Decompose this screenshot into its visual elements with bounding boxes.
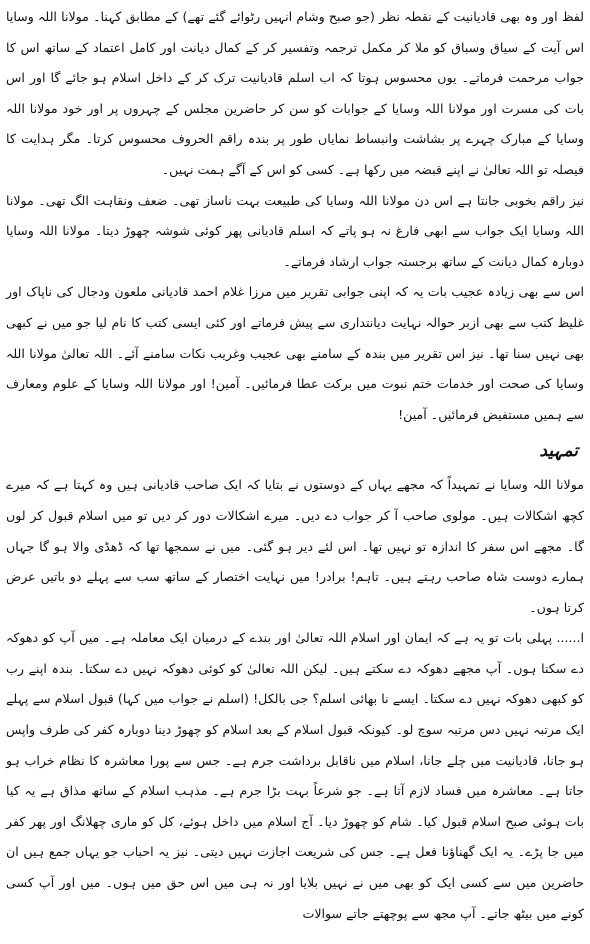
paragraph-4: مولانا اللہ وسایا نے تمہیداً کہ مجھے یہاں کے دوستوں نے بتایا کہ ایک صاحب قادیانی ہیں وہ کہتا ہے کہ میرے کچھ اشکالات ہیں۔ مولوی صاحب آ کر جواب دے دیں۔ میرے اشکالات دور کر دیں تو میں اسلام قبول کر لوں گا۔ مجھے اس سفر کا اندازہ تو نہیں تھا۔ اس لئے دیر ہو گئی۔ میں نے سمجھا تھا کہ ڈھڈی والا ہو گا جہاں ہمارے دوست شاہ صاحب رہتے ہیں۔ تاہم! برادر! میں نہایت اختصار کے ساتھ سب سے پہلے دو باتیں عرض کرتا ہوں۔: [6, 477, 584, 615]
paragraph-2: نیز راقم بخوبی جانتا ہے اس دن مولانا اللہ وسایا کی طبیعت بہت ناساز تھی۔ ضعف ونقاہت الگ تھی۔ مولانا اللہ وسایا ایک جواب سے ابھی فارغ نہ ہو پاتے کہ اسلم قادیانی پھر کوئی شوشہ چھوڑ دیتا۔ مولانا اللہ وسایا دوبارہ کمال دیانت کے ساتھ برجستہ جواب ارشاد فرماتے۔: [6, 192, 584, 269]
section-heading: تمہید: [539, 441, 578, 462]
paragraph-1: لفظ اور وہ بھی قادیانیت کے نقطہ نظر (جو صبح وشام انہیں رٹوائے گئے تھے) کے مطابق کہنا۔ مولانا اللہ وسایا اس آیت کے سیاق وسباق کو ملا کر مکمل ترجمہ وتفسیر کر کے کمال دیانت اور کامل اعتماد کے ساتھ اس کا جواب مرحمت فرماتے۔ یوں محسوس ہوتا کہ اب اسلم قادیانیت ترک کر کے داخل اسلام ہو جائے گا اور اس بات کی مسرت اور مولانا اللہ وسایا کے جوابات کو سن کر حاضرین مجلس کے چہروں پر اور خود مولانا اللہ وسایا کے مبارک چہرے پر بشاشت وانبساط نمایاں طور پر بندہ راقم الحروف محسوس کرتا۔ مگر ہدایت کا فیصلہ تو اللہ تعالیٰ نے اپنے قبضہ میں رکھا ہے۔ کسی کو اس کے آگے ہمت نہیں۔: [6, 9, 584, 177]
paragraph-3: اس سے بھی زیادہ عجیب بات یہ کہ اپنی جوابی تقریر میں مرزا غلام احمد قادیانی ملعون ودجال کی ناپاک اور غلیظ کتب سے بھی ازبر حوالہ نہایت دیانتداری سے پیش فرماتے اور کئی ایسی کتب کا نام لیا جو میں نے کبھی بھی نہیں سنا تھا۔ نیز اس تقریر میں بندہ کے سامنے بھی عجیب وغریب نکات سامنے آئے۔ اللہ تعالیٰ مولانا اللہ وسایا کی صحت اور خدمات ختم نبوت میں برکت عطا فرمائیں۔ آمین! اور مولانا اللہ وسایا کے علوم ومعارف سے ہمیں مستفیض فرمائیں۔ آمین!: [6, 284, 584, 422]
paragraph-5: ا...... پہلی بات تو یہ ہے کہ ایمان اور اسلام اللہ تعالیٰ اور بندے کے درمیان ایک معاملہ ہے۔ میں آپ کو دھوکہ دے سکتا ہوں۔ آپ مجھے دھوکہ دے سکتے ہیں۔ لیکن اللہ تعالیٰ کو کوئی دھوکہ نہیں دے سکتا۔ بندہ اپنے رب کو کبھی دھوکہ نہیں دے سکتا۔ ایسے نا بھائی اسلم؟ جی بالکل! (اسلم نے جواب میں کہا) قبول اسلام سے پہلے ایک مرتبہ نہیں دس مرتبہ سوچ لو۔ کیونکہ قبول اسلام کے بعد اسلام کو چھوڑ دینا دوبارہ کفر کی طرف واپس ہو جانا، قادیانیت میں چلے جانا، اسلام میں ناقابل برداشت جرم ہے۔ جس سے پورا معاشرہ کا نظام خراب ہو جاتا ہے۔ معاشرہ میں فساد لازم آتا ہے۔ جو شرعاً بہت بڑا جرم ہے۔ مذہب اسلام کے ساتھ مذاق ہے یہ کیا بات ہوئی صبح اسلام قبول کیا۔ شام کو چھوڑ دیا۔ آج اسلام میں داخل ہوئے، کل کو ماری چھلانگ اور پھر کفر میں جا پڑے۔ یہ ایک گھناؤنا فعل ہے۔ جس کی شریعت اجازت نہیں دیتی۔ نیز یہ احباب جو یہاں جمع ہیں ان حاضرین میں سے کسی ایک کو بھی میں نے نہیں بلایا اور نہ ہی میں اس حق میں ہوں۔ میں اور آپ کسی کونے میں بیٹھ جاتے۔ آپ مجھ سے پوچھتے جاتے سوالات: [6, 630, 584, 921]
